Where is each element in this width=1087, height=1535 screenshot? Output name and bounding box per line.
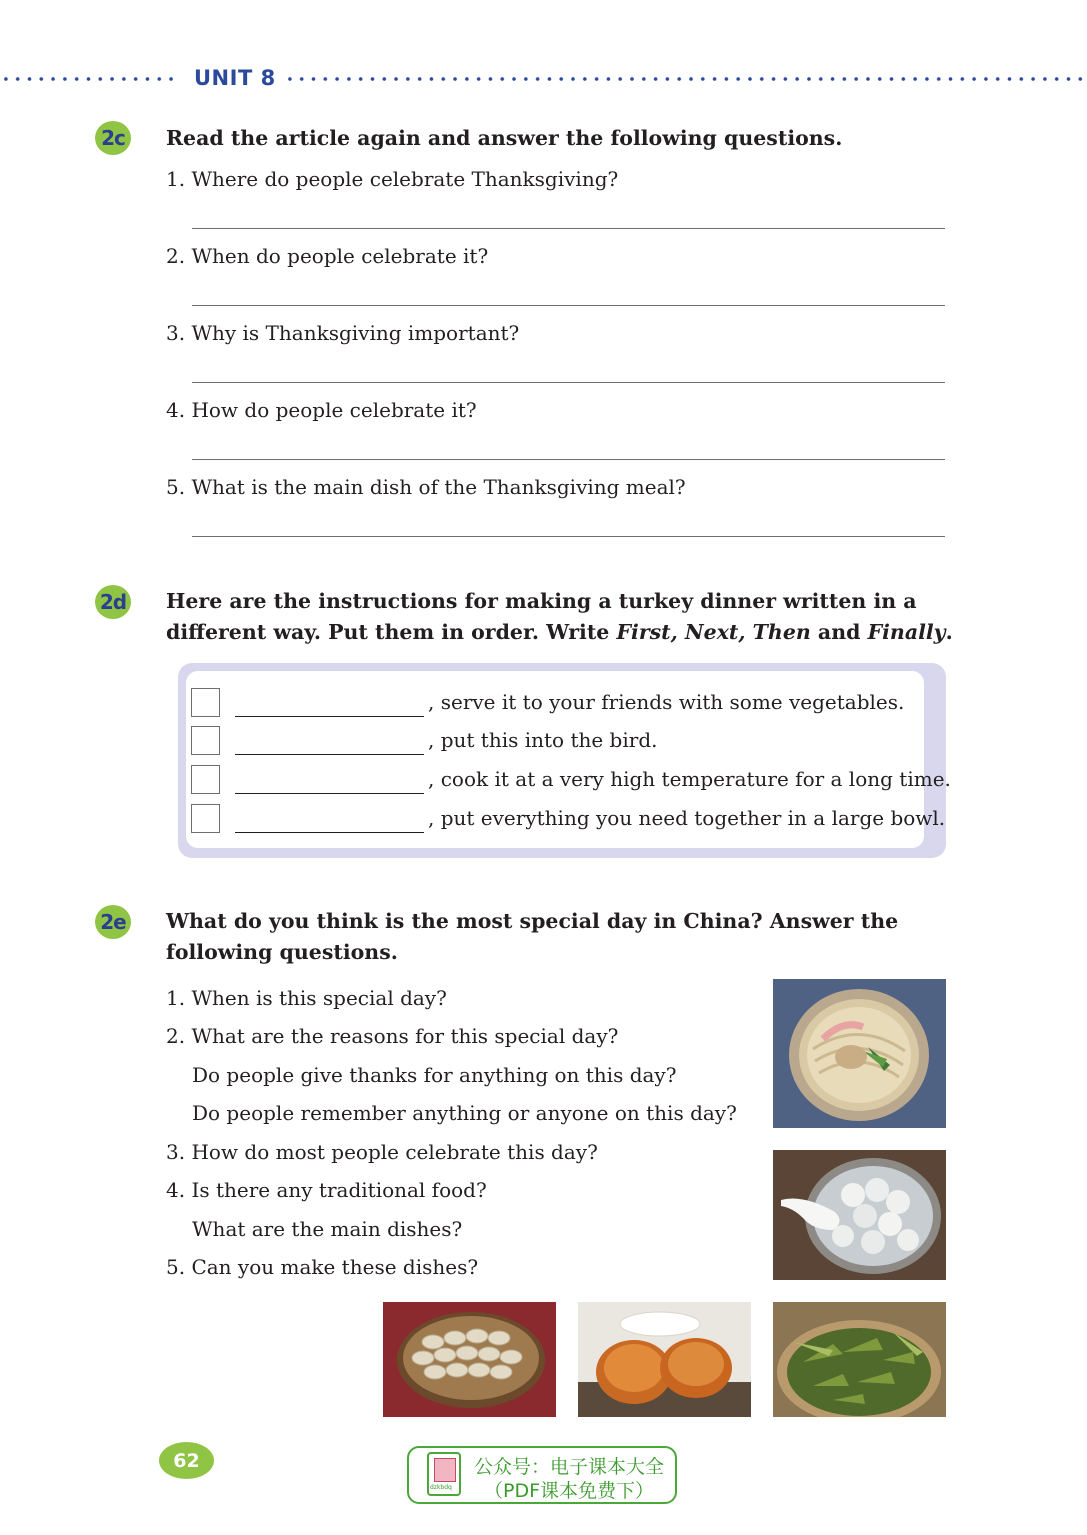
mooncakes-photo: [578, 1302, 751, 1417]
zongzi-photo: [773, 1302, 946, 1417]
heading-2d-period: .: [945, 620, 953, 644]
book-icon: [427, 1452, 461, 1496]
heading-2e-line2: following questions.: [166, 940, 398, 964]
heading-2c: Read the article again and answer the following questions.: [166, 126, 843, 150]
order-checkbox-3[interactable]: [191, 765, 220, 794]
heading-2d-and: and: [810, 620, 868, 644]
header-dots-right: [284, 74, 1087, 84]
answer-line-3[interactable]: [192, 382, 945, 383]
order-checkbox-4[interactable]: [191, 804, 220, 833]
dumplings-photo: [383, 1302, 556, 1417]
answer-line-2[interactable]: [192, 305, 945, 306]
question-2e-2: 2. What are the reasons for this special day?: [166, 1024, 619, 1048]
question-2e-2a: Do people give thanks for anything on this day?: [192, 1063, 677, 1087]
question-2c-5: 5. What is the main dish of the Thanksgiving meal?: [166, 475, 686, 499]
question-2e-4a: What are the main dishes?: [192, 1217, 463, 1241]
instruction-statement-4: , put everything you need together in a large bowl.: [428, 806, 946, 830]
question-2c-2: 2. When do people celebrate it?: [166, 244, 489, 268]
order-checkbox-1[interactable]: [191, 688, 220, 717]
heading-2d-line1: Here are the instructions for making a turkey dinner written in a: [166, 589, 917, 613]
answer-line-5[interactable]: [192, 536, 945, 537]
sequence-blank-4[interactable]: [235, 832, 424, 833]
page-number: 62: [159, 1442, 214, 1479]
question-2c-1: 1. Where do people celebrate Thanksgiving?: [166, 167, 619, 191]
instruction-statement-2: , put this into the bird.: [428, 728, 658, 752]
stamp-line-2: （PDF课本免费下）: [483, 1480, 655, 1502]
sequence-blank-2[interactable]: [235, 754, 424, 755]
heading-2d-finally: Finally: [867, 620, 946, 644]
badge-2d: 2d: [95, 585, 131, 619]
tangyuan-photo: [773, 1150, 946, 1280]
instruction-statement-1: , serve it to your friends with some vegetables.: [428, 690, 905, 714]
watermark-stamp: [407, 1446, 677, 1504]
question-2c-3: 3. Why is Thanksgiving important?: [166, 321, 520, 345]
instruction-statement-3: , cook it at a very high temperature for a long time.: [428, 767, 951, 791]
heading-2d-words: First, Next, Then: [616, 620, 811, 644]
noodle-soup-photo: [773, 979, 946, 1128]
heading-2d-line2: [166, 617, 953, 648]
question-2e-5: 5. Can you make these dishes?: [166, 1255, 479, 1279]
heading-2e-line1: What do you think is the most special day in China? Answer the: [166, 909, 899, 933]
question-2c-4: 4. How do people celebrate it?: [166, 398, 477, 422]
badge-2c: 2c: [95, 121, 131, 155]
answer-line-1[interactable]: [192, 228, 945, 229]
heading-2d-text: different way. Put them in order. Write: [166, 620, 617, 644]
question-2e-4: 4. Is there any traditional food?: [166, 1178, 487, 1202]
stamp-icon-label: dzkbdq: [430, 1484, 452, 1491]
badge-2e: 2e: [95, 905, 131, 939]
sequence-blank-1[interactable]: [235, 716, 424, 717]
question-2e-3: 3. How do most people celebrate this day?: [166, 1140, 598, 1164]
question-2e-2b: Do people remember anything or anyone on this day?: [192, 1101, 737, 1125]
question-2e-1: 1. When is this special day?: [166, 986, 447, 1010]
answer-line-4[interactable]: [192, 459, 945, 460]
unit-title: UNIT 8: [194, 66, 276, 90]
stamp-line-1: 公众号：电子课本大全: [473, 1456, 664, 1478]
header-dots-left: [0, 74, 180, 84]
order-checkbox-2[interactable]: [191, 726, 220, 755]
sequence-blank-3[interactable]: [235, 793, 424, 794]
